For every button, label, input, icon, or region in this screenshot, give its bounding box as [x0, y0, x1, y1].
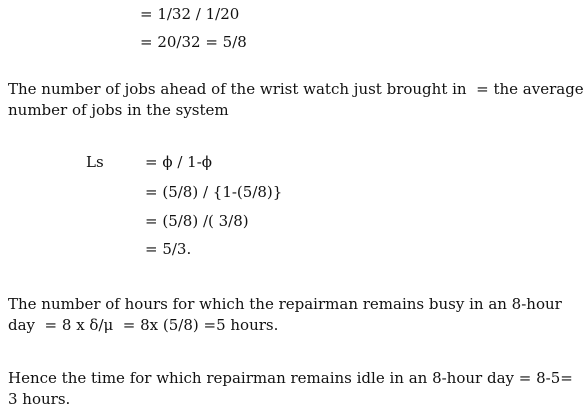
equation-line: = 1/32 / 1/20	[140, 5, 240, 23]
paragraph-line: Hence the time for which repairman remains idle in an 8-hour day = 8-5=	[8, 369, 573, 387]
paragraph-line: The number of jobs ahead of the wrist watch just brought in = the average	[8, 80, 584, 98]
paragraph-line: day = 8 x δ/μ = 8x (5/8) =5 hours.	[8, 316, 279, 334]
paragraph-line: The number of hours for which the repairman remains busy in an 8-hour	[8, 295, 562, 313]
equation-line: = (5/8) /( 3/8)	[145, 212, 249, 230]
equation-line: = (5/8) / {1-(5/8)}	[145, 183, 283, 201]
equation-line: = 5/3.	[145, 240, 192, 258]
paragraph-line: 3 hours.	[8, 390, 71, 408]
paragraph-busy-hours	[8, 294, 562, 336]
equation-line: = ϕ / 1-ϕ	[145, 153, 212, 171]
paragraph-jobs-ahead	[8, 79, 584, 121]
paragraph-line: number of jobs in the system	[8, 101, 229, 119]
equation-line: = 20/32 = 5/8	[140, 33, 247, 51]
ls-label: Ls	[86, 153, 104, 171]
paragraph-idle-hours	[8, 368, 573, 410]
